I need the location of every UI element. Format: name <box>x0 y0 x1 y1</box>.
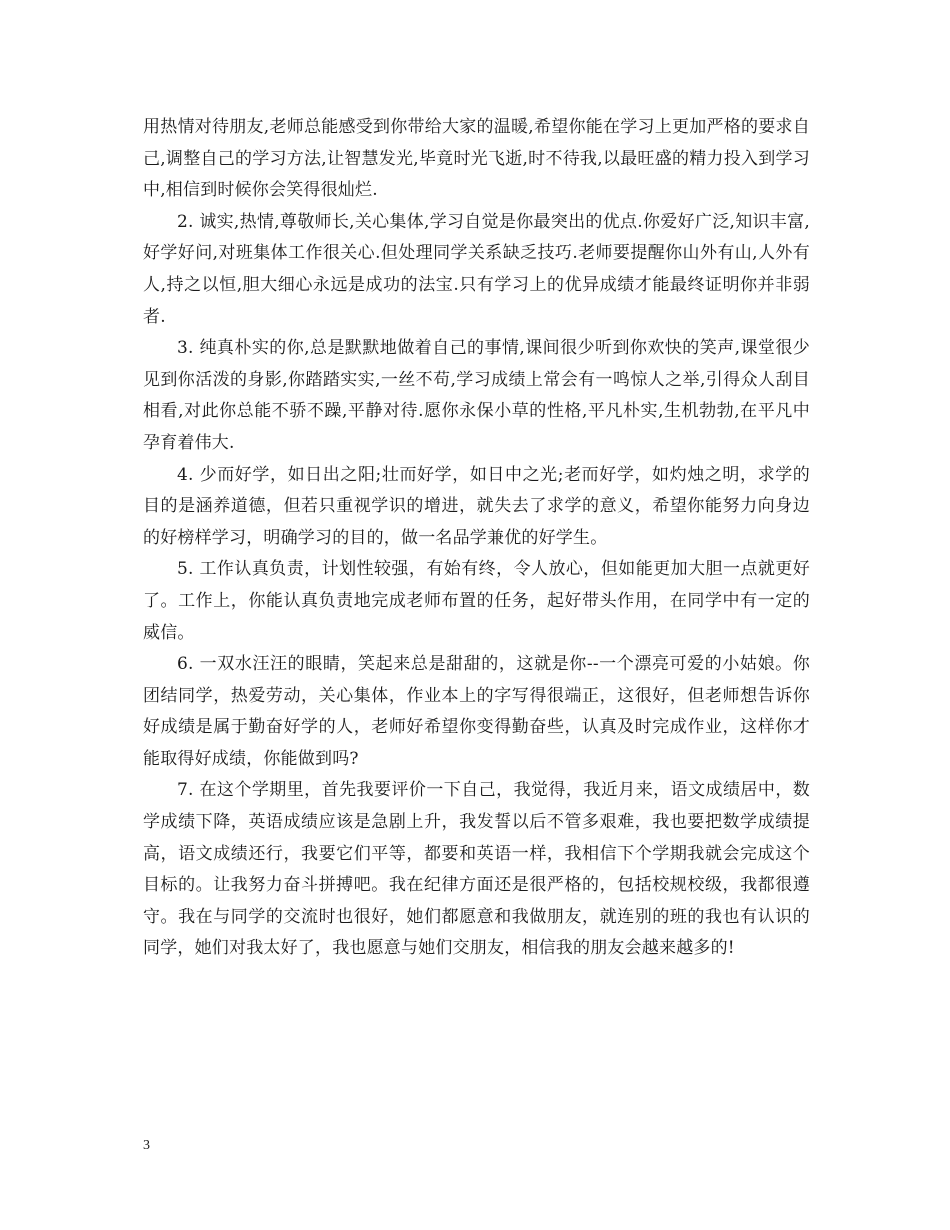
document-body <box>143 112 810 965</box>
paragraph-item-3: 3. 纯真朴实的你,总是默默地做着自己的事情,课间很少听到你欢快的笑声,课堂很少见到你活泼的身影,你踏踏实实,一丝不苟,学习成绩上常会有一鸣惊人之举,引得众人刮目相看,对此你总能不骄不躁,平静对待.愿你永保小草的性格,平凡朴实,生机勃勃,在平凡中孕育着伟大. <box>143 338 810 453</box>
paragraph-item-2: 2. 诚实,热情,尊敬师长,关心集体,学习自觉是你最突出的优点.你爱好广泛,知识丰富,好学好问,对班集体工作很关心.但处理同学关系缺乏技巧.老师要提醒你山外有山,人外有人,持之以恒,胆大细心永远是成功的法宝.只有学习上的优异成绩才能最终证明你并非弱者. <box>143 211 810 327</box>
paragraph-item-4: 4. 少而好学，如日出之阳;壮而好学，如日中之光;老而好学，如灼烛之明，求学的目的是涵养道德，但若只重视学识的增进，就失去了求学的意义，希望你能努力向身边的好榜样学习，明确学习的目的，做一名品学兼优的好学生。 <box>143 464 810 548</box>
page-number: 3 <box>143 1138 150 1153</box>
paragraph-item-6: 6. 一双水汪汪的眼睛，笑起来总是甜甜的，这就是你--一个漂亮可爱的小姑娘。你团结同学，热爱劳动，关心集体，作业本上的字写得很端正，这很好，但老师想告诉你好成绩是属于勤奋好学的人，老师好希望你变得勤奋些，认真及时完成作业，这样你才能取得好成绩，你能做到吗? <box>143 654 810 769</box>
paragraph-item-7: 7. 在这个学期里，首先我要评价一下自己，我觉得，我近月来，语文成绩居中，数学成绩下降，英语成绩应该是急剧上升，我发誓以后不管多艰难，我也要把数学成绩提高，语文成绩还行，我要它们平等，都要和英语一样，我相信下个学期我就会完成这个目标的。让我努力奋斗拼搏吧。我在纪律方面还是很严格的，包括校规校级，我都很遵守。我在与同学的交流时也很好，她们都愿意和我做朋友，就连别的班的我也有认识的同学，她们对我太好了，我也愿意与她们交朋友，相信我的朋友会越来越多的! <box>143 780 810 959</box>
paragraph-continuation: 用热情对待朋友,老师总能感受到你带给大家的温暖,希望你能在学习上更加严格的要求自己,调整自己的学习方法,让智慧发光,毕竟时光飞逝,时不待我,以最旺盛的精力投入到学习中,相信到时候你会笑得很灿烂. <box>143 117 810 201</box>
paragraph-item-5: 5. 工作认真负责，计划性较强，有始有终，令人放心，但如能更加大胆一点就更好了。工作上，你能认真负责地完成老师布置的任务，起好带头作用，在同学中有一定的威信。 <box>143 559 810 643</box>
